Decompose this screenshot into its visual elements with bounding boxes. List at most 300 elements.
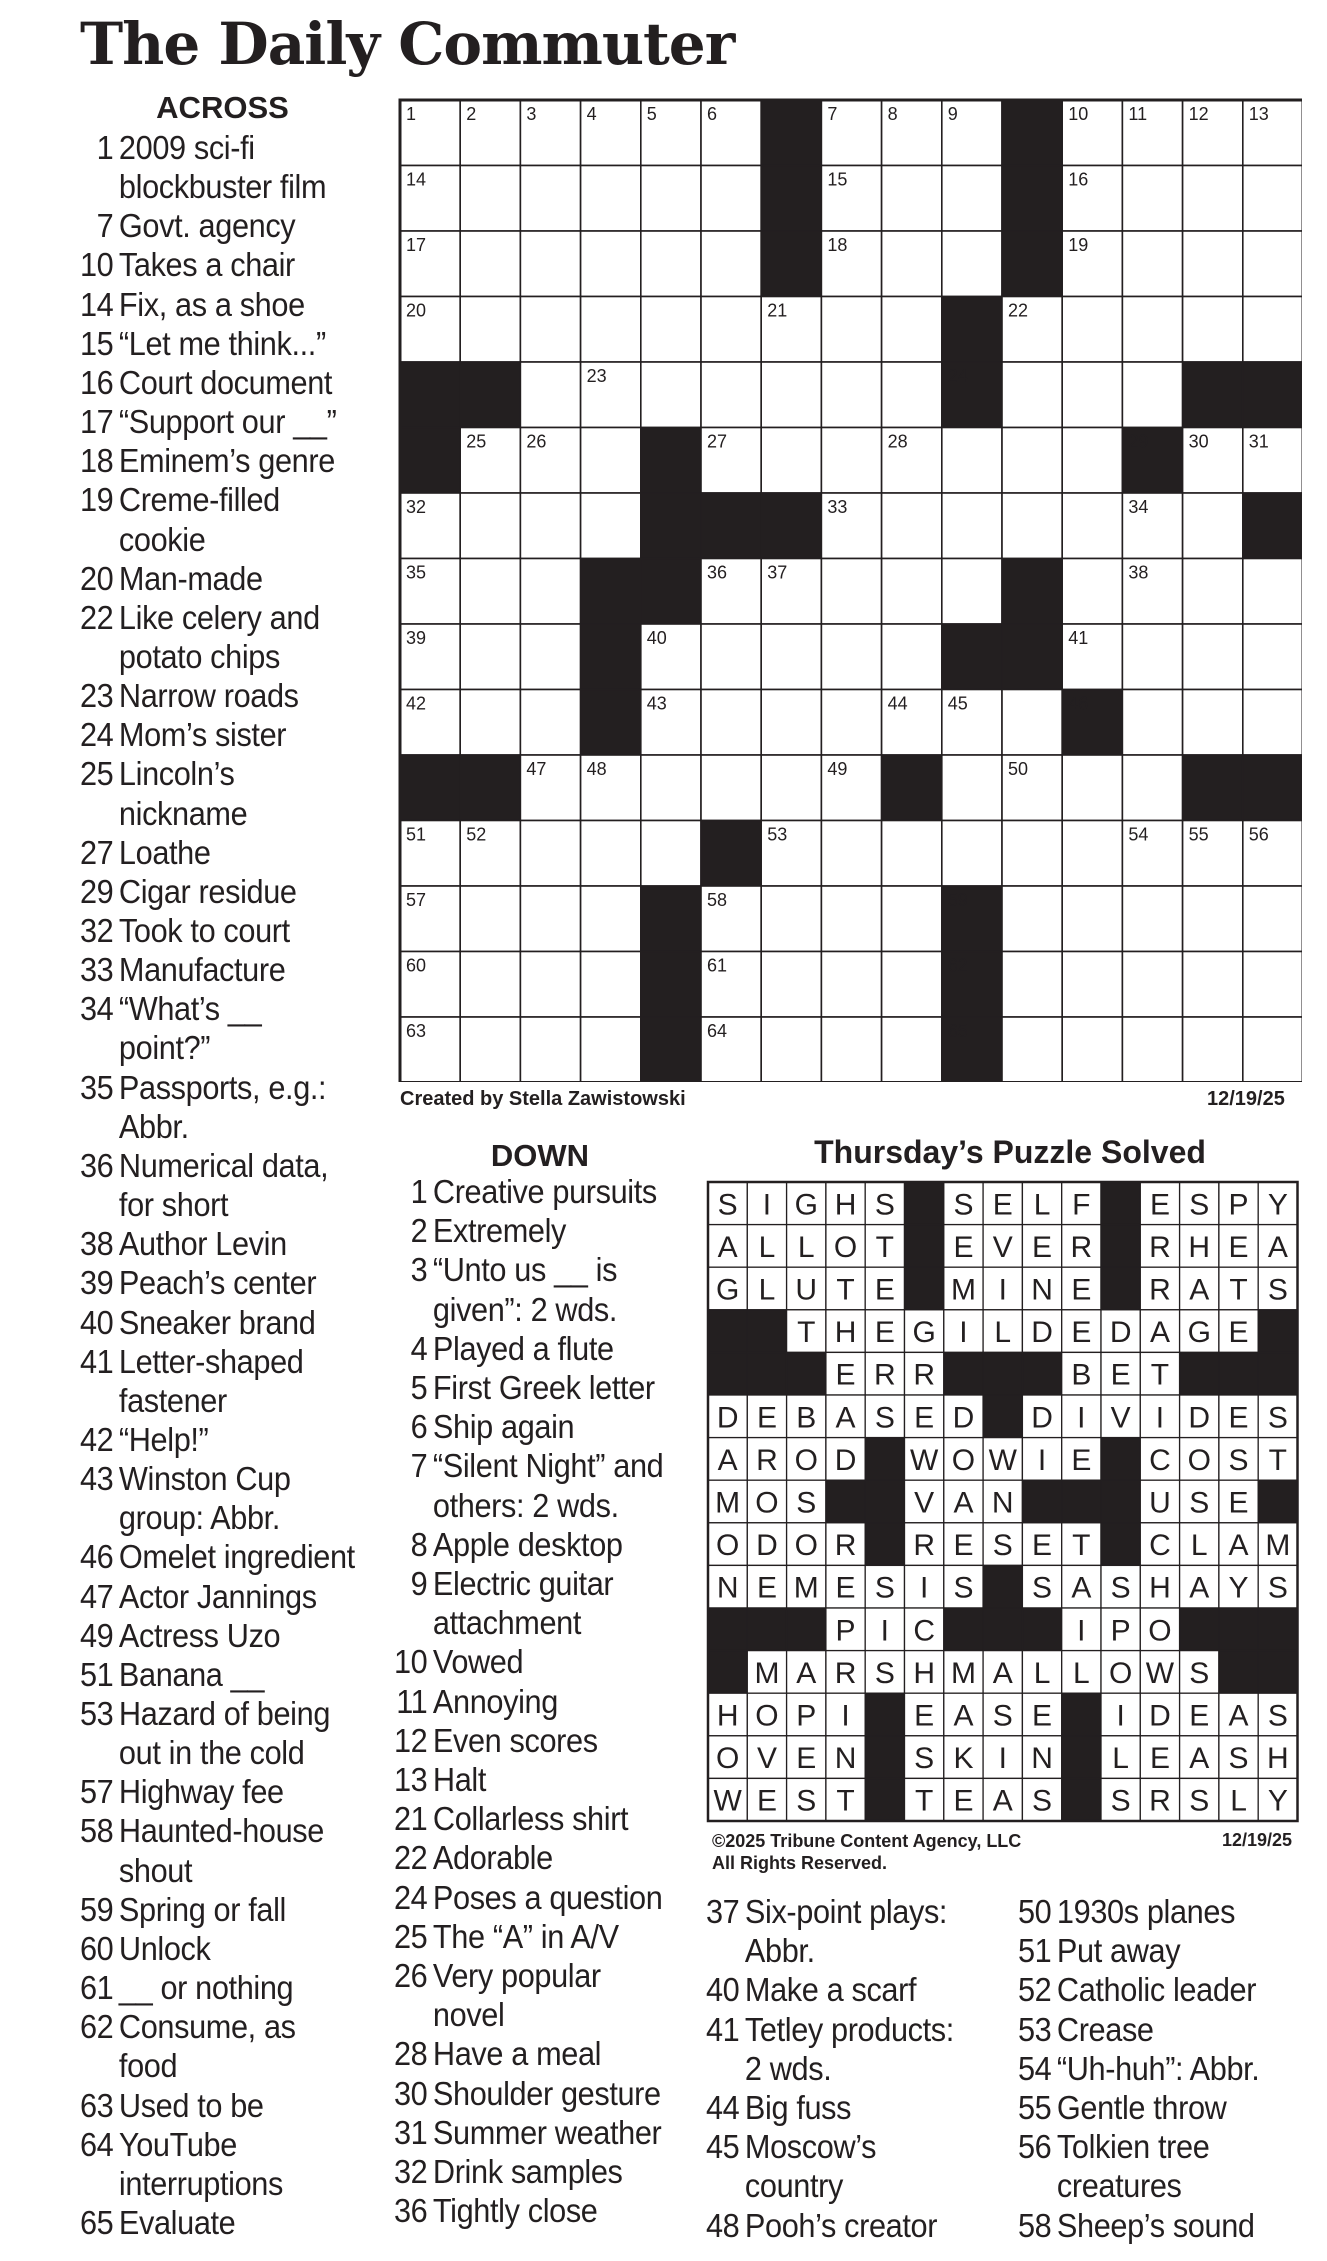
grid-cell[interactable] <box>761 952 821 1018</box>
grid-cell[interactable] <box>1062 1017 1122 1082</box>
grid-cell[interactable] <box>1122 755 1182 821</box>
clue-item[interactable] <box>392 1250 618 1289</box>
grid-cell[interactable] <box>882 821 942 887</box>
clue-number: 42 <box>79 1420 114 1458</box>
clue-number: 41 <box>1068 628 1089 648</box>
grid-cell[interactable] <box>581 166 641 232</box>
clue-number: 56 <box>1248 824 1269 845</box>
black-square <box>865 1523 904 1566</box>
clue-item[interactable] <box>78 1968 294 2007</box>
grid-cell[interactable] <box>1122 1017 1182 1082</box>
grid-cell[interactable] <box>460 231 520 297</box>
solution-letter: S <box>1228 1742 1249 1776</box>
clue-item[interactable] <box>392 1838 553 1877</box>
clue-text: fastener <box>118 1381 227 1419</box>
solution-letter: N <box>991 1486 1014 1520</box>
clue-item[interactable] <box>392 2113 662 2152</box>
grid-cell[interactable] <box>520 297 580 363</box>
grid-cell[interactable] <box>882 493 942 559</box>
clue-number: 11 <box>396 1682 428 1720</box>
solution-letter: R <box>834 1529 857 1563</box>
clue-number: 41 <box>705 2010 740 2048</box>
clue-item[interactable] <box>392 1917 619 1956</box>
grid-cell[interactable] <box>581 493 641 559</box>
clue-item[interactable] <box>78 1342 304 1381</box>
clue-text: The “A” in A/V <box>432 1917 619 1955</box>
grid-cell[interactable] <box>701 755 761 821</box>
black-square <box>708 1352 747 1395</box>
clue-text: attachment <box>432 1604 582 1642</box>
grid-cell[interactable] <box>1243 297 1302 363</box>
grid-cell[interactable] <box>581 886 641 952</box>
clue-number: 18 <box>827 235 848 255</box>
clue-text: Used to be <box>118 2086 264 2124</box>
grid-cell[interactable] <box>882 362 942 428</box>
solution-letter: R <box>1070 1230 1093 1264</box>
clue-item[interactable] <box>392 1956 601 1995</box>
clue-item[interactable] <box>78 754 235 793</box>
grid-cell[interactable] <box>882 1017 942 1082</box>
black-square <box>641 886 701 952</box>
clue-item[interactable] <box>78 598 320 637</box>
grid-cell[interactable] <box>942 559 1002 625</box>
clue-number: 52 <box>1017 1971 1052 2009</box>
grid-cell[interactable] <box>581 952 641 1018</box>
grid-cell[interactable] <box>460 493 520 559</box>
clue-number: 37 <box>705 1893 740 1930</box>
grid-cell[interactable] <box>460 624 520 690</box>
grid-cell[interactable] <box>1062 821 1122 887</box>
black-square <box>1022 1608 1061 1651</box>
solution-letter: I <box>1155 1401 1165 1435</box>
black-square <box>581 559 641 625</box>
clue-item[interactable] <box>78 2086 264 2125</box>
grid-cell[interactable] <box>1183 886 1243 952</box>
grid-cell[interactable] <box>641 821 701 887</box>
clue-item[interactable] <box>392 1446 664 1485</box>
solution-letter: S <box>914 1742 935 1776</box>
solution-letter: E <box>874 1316 895 1350</box>
clue-item[interactable] <box>78 2125 237 2164</box>
clue-item[interactable] <box>78 480 280 519</box>
solution-letter: L <box>1230 1784 1247 1818</box>
clue-item[interactable] <box>1016 2127 1210 2166</box>
grid-cell[interactable] <box>1183 493 1243 559</box>
solution-letter: A <box>717 1230 738 1264</box>
solution-letter: S <box>992 1529 1013 1563</box>
clue-item[interactable] <box>78 1303 316 1342</box>
grid-cell[interactable] <box>942 428 1002 494</box>
clue-item[interactable] <box>78 2007 296 2046</box>
clue-text: Crease <box>1056 2010 1154 2048</box>
across-header: ACROSS <box>156 90 289 125</box>
clue-item[interactable] <box>78 1068 327 1107</box>
clue-item[interactable] <box>392 1642 524 1681</box>
grid-cell[interactable] <box>942 755 1002 821</box>
grid-cell[interactable] <box>1062 952 1122 1018</box>
grid-cell[interactable] <box>701 362 761 428</box>
clue-item[interactable] <box>78 911 290 950</box>
solution-letter: R <box>1149 1273 1171 1307</box>
clue-item[interactable] <box>392 1760 487 1799</box>
grid-cell[interactable] <box>1183 952 1243 1018</box>
clue-item[interactable] <box>78 950 286 989</box>
solution-letter: W <box>713 1784 742 1818</box>
clue-item[interactable] <box>1016 2206 1255 2245</box>
grid-cell[interactable] <box>1183 690 1243 756</box>
grid-cell[interactable] <box>1002 952 1062 1018</box>
clue-text: Tetley products: <box>744 2010 954 2048</box>
grid-cell[interactable] <box>1243 559 1302 625</box>
clue-item[interactable] <box>704 2127 877 2166</box>
clue-item[interactable] <box>1016 1892 1236 1931</box>
grid-cell[interactable] <box>761 362 821 428</box>
clue-item[interactable] <box>392 2034 602 2073</box>
grid-cell[interactable] <box>821 297 881 363</box>
clue-item[interactable] <box>78 1772 284 1811</box>
clue-item[interactable] <box>1016 2010 1154 2049</box>
clue-item[interactable] <box>78 245 295 284</box>
grid-cell[interactable] <box>1243 1017 1302 1082</box>
black-square <box>708 1310 747 1353</box>
solution-letter: E <box>756 1401 777 1435</box>
grid-cell[interactable] <box>821 1017 881 1082</box>
clue-item[interactable] <box>78 285 305 324</box>
clue-item[interactable] <box>78 1537 355 1576</box>
clue-item[interactable] <box>704 2010 954 2049</box>
grid-cell[interactable] <box>641 755 701 821</box>
grid-cell[interactable] <box>1122 886 1182 952</box>
grid-cell[interactable] <box>821 821 881 887</box>
clue-item[interactable] <box>78 1655 265 1694</box>
grid-cell[interactable] <box>761 690 821 756</box>
grid-cell[interactable] <box>761 886 821 952</box>
clue-number: 7 <box>96 207 114 245</box>
clue-item[interactable] <box>392 1211 567 1250</box>
crossword-grid[interactable] <box>398 98 1302 1082</box>
clue-text: Letter-shaped <box>118 1342 304 1380</box>
grid-cell[interactable] <box>821 690 881 756</box>
grid-cell[interactable] <box>460 559 520 625</box>
clue-number: 31 <box>393 2113 428 2151</box>
clue-text: blockbuster film <box>118 168 327 206</box>
clue-item[interactable] <box>78 872 297 911</box>
clue-number: 25 <box>393 1917 428 1955</box>
grid-cell[interactable] <box>581 297 641 363</box>
grid-cell[interactable] <box>520 886 580 952</box>
clue-item[interactable] <box>78 989 262 1028</box>
clue-number: 38 <box>79 1225 114 1263</box>
black-square <box>747 1608 786 1651</box>
grid-cell[interactable] <box>1243 690 1302 756</box>
clue-item[interactable] <box>1016 2049 1260 2088</box>
grid-cell[interactable] <box>761 755 821 821</box>
black-square <box>1243 493 1302 559</box>
grid-cell[interactable] <box>520 624 580 690</box>
clue-item[interactable] <box>392 1564 614 1603</box>
grid-cell[interactable] <box>460 690 520 756</box>
grid-cell[interactable] <box>641 297 701 363</box>
grid-cell[interactable] <box>1002 886 1062 952</box>
grid-cell[interactable] <box>1183 559 1243 625</box>
clue-text: Spring or fall <box>118 1890 287 1928</box>
grid-cell[interactable] <box>1002 821 1062 887</box>
clue-item[interactable] <box>78 833 211 872</box>
clue-number: 13 <box>393 1761 428 1798</box>
grid-cell[interactable] <box>520 821 580 887</box>
clue-item[interactable] <box>78 1694 331 1733</box>
grid-cell[interactable] <box>761 428 821 494</box>
grid-cell[interactable] <box>1062 755 1122 821</box>
clue-item[interactable] <box>78 2203 236 2242</box>
grid-cell[interactable] <box>1183 297 1243 363</box>
grid-cell[interactable] <box>1243 952 1302 1018</box>
black-square <box>1183 755 1243 821</box>
grid-cell[interactable] <box>1243 166 1302 232</box>
clue-item[interactable] <box>78 441 335 480</box>
grid-cell[interactable] <box>1122 952 1182 1018</box>
solution-letter: E <box>835 1358 856 1392</box>
grid-cell[interactable] <box>882 952 942 1018</box>
clue-item[interactable] <box>78 1420 209 1459</box>
clue-item[interactable] <box>392 1878 663 1917</box>
clue-item[interactable] <box>78 676 299 715</box>
solution-letter: R <box>913 1529 935 1563</box>
clue-item[interactable] <box>392 2152 623 2191</box>
solution-letter: E <box>1032 1230 1053 1264</box>
clue-item[interactable] <box>78 1811 324 1850</box>
solution-letter: E <box>914 1401 935 1435</box>
grid-cell[interactable] <box>1122 362 1182 428</box>
clue-text: Make a scarf <box>744 1971 917 2009</box>
clue-number: 49 <box>827 759 848 779</box>
solution-letter: A <box>1189 1571 1210 1605</box>
clue-text: Consume, as <box>118 2008 296 2046</box>
grid-cell[interactable] <box>1002 493 1062 559</box>
clue-item[interactable] <box>392 1329 614 1368</box>
clue-number: 1 <box>96 129 114 166</box>
solution-letter: L <box>797 1230 815 1264</box>
black-square <box>882 755 942 821</box>
solution-letter: S <box>874 1188 895 1222</box>
clue-item[interactable] <box>392 1368 655 1407</box>
solution-letter: O <box>794 1443 818 1477</box>
grid-cell[interactable] <box>882 624 942 690</box>
black-square <box>641 1017 701 1082</box>
grid-cell[interactable] <box>581 1017 641 1082</box>
clue-text: 2 wds. <box>744 2049 832 2087</box>
clue-item[interactable] <box>392 2191 598 2230</box>
grid-cell[interactable] <box>1062 428 1122 494</box>
grid-cell[interactable] <box>882 231 942 297</box>
grid-cell[interactable] <box>701 624 761 690</box>
grid-cell[interactable] <box>701 231 761 297</box>
clue-item[interactable] <box>392 1407 575 1446</box>
grid-cell[interactable] <box>1243 231 1302 297</box>
grid-cell[interactable] <box>1062 493 1122 559</box>
clue-number: 1 <box>406 104 417 124</box>
clue-item[interactable] <box>78 1224 287 1263</box>
clue-item[interactable] <box>78 324 326 363</box>
grid-cell[interactable] <box>761 624 821 690</box>
clue-number: 35 <box>406 562 427 583</box>
grid-cell[interactable] <box>942 231 1002 297</box>
grid-cell[interactable] <box>460 952 520 1018</box>
grid-cell[interactable] <box>1243 886 1302 952</box>
clue-number: 14 <box>79 285 114 323</box>
clue-number: 61 <box>707 955 728 976</box>
grid-cell[interactable] <box>1002 1017 1062 1082</box>
grid-cell[interactable] <box>641 166 701 232</box>
grid-cell[interactable] <box>1002 428 1062 494</box>
clue-item[interactable] <box>392 1799 629 1838</box>
clue-text: out in the cold <box>118 1734 305 1772</box>
grid-cell[interactable] <box>520 1017 580 1082</box>
clue-number: 43 <box>646 693 667 714</box>
solution-letter: L <box>1033 1656 1051 1690</box>
solution-letter: M <box>715 1486 741 1520</box>
grid-cell[interactable] <box>1122 690 1182 756</box>
clue-item[interactable] <box>78 1616 281 1655</box>
grid-cell[interactable] <box>701 297 761 363</box>
clue-item[interactable] <box>78 715 287 754</box>
grid-cell[interactable] <box>882 297 942 363</box>
grid-cell[interactable] <box>581 231 641 297</box>
clue-item[interactable] <box>78 128 255 167</box>
grid-cell[interactable] <box>1183 166 1243 232</box>
solution-letter: H <box>834 1188 857 1222</box>
clue-item[interactable] <box>78 363 333 402</box>
grid-cell[interactable] <box>520 690 580 756</box>
grid-cell[interactable] <box>641 231 701 297</box>
clue-text: “Silent Night” and <box>432 1447 664 1485</box>
grid-cell[interactable] <box>1122 624 1182 690</box>
grid-cell[interactable] <box>882 886 942 952</box>
grid-cell[interactable] <box>520 231 580 297</box>
grid-cell[interactable] <box>520 952 580 1018</box>
clue-text: potato chips <box>118 637 280 675</box>
solution-letter: A <box>953 1486 974 1520</box>
clue-number: 26 <box>393 1957 428 1994</box>
clue-item[interactable] <box>392 1172 657 1211</box>
clue-item[interactable] <box>704 1970 917 2009</box>
clue-number: 40 <box>646 628 667 648</box>
clue-item[interactable] <box>78 1577 317 1616</box>
grid-cell[interactable] <box>1122 297 1182 363</box>
grid-cell[interactable] <box>581 821 641 887</box>
grid-cell[interactable] <box>641 362 701 428</box>
grid-cell[interactable] <box>942 493 1002 559</box>
clue-item[interactable] <box>704 2206 938 2245</box>
clue-item[interactable] <box>78 402 337 441</box>
grid-cell[interactable] <box>1183 231 1243 297</box>
grid-cell[interactable] <box>761 1017 821 1082</box>
grid-cell[interactable] <box>520 493 580 559</box>
clue-item[interactable] <box>392 1682 558 1721</box>
clue-number: 28 <box>887 431 908 452</box>
clue-number: 12 <box>393 1721 428 1759</box>
solution-letter: G <box>794 1188 818 1222</box>
solution-letter: D <box>834 1443 857 1477</box>
clue-item[interactable] <box>78 1459 291 1498</box>
clue-text: Halt <box>432 1761 487 1798</box>
clue-number: 14 <box>406 169 427 190</box>
solution-letter: A <box>1189 1742 1210 1776</box>
clue-text: Man-made <box>118 559 263 597</box>
clue-item[interactable] <box>704 2088 852 2127</box>
clue-item[interactable] <box>78 1263 317 1302</box>
grid-cell[interactable] <box>821 428 881 494</box>
grid-cell[interactable] <box>460 1017 520 1082</box>
clue-item[interactable] <box>392 2074 661 2113</box>
grid-cell[interactable] <box>520 559 580 625</box>
clue-item[interactable] <box>392 1721 598 1760</box>
grid-cell[interactable] <box>1002 690 1062 756</box>
clue-item[interactable] <box>78 206 296 245</box>
grid-cell[interactable] <box>1062 362 1122 428</box>
clue-item[interactable] <box>78 559 263 598</box>
grid-cell[interactable] <box>1122 231 1182 297</box>
clue-item[interactable] <box>704 1892 948 1931</box>
black-square <box>1062 1778 1101 1821</box>
grid-cell[interactable] <box>1183 1017 1243 1082</box>
grid-cell[interactable] <box>520 166 580 232</box>
solution-letter: S <box>1032 1784 1053 1818</box>
grid-cell[interactable] <box>460 166 520 232</box>
solution-letter: O <box>833 1230 858 1264</box>
grid-cell[interactable] <box>1062 559 1122 625</box>
grid-cell[interactable] <box>1243 624 1302 690</box>
grid-cell[interactable] <box>821 952 881 1018</box>
grid-cell[interactable] <box>520 362 580 428</box>
grid-cell[interactable] <box>701 690 761 756</box>
clue-text: Takes a chair <box>118 246 295 284</box>
grid-cell[interactable] <box>460 297 520 363</box>
grid-cell[interactable] <box>1002 362 1062 428</box>
grid-cell[interactable] <box>882 166 942 232</box>
grid-cell[interactable] <box>821 362 881 428</box>
grid-cell[interactable] <box>882 559 942 625</box>
clue-text: for short <box>118 1186 229 1224</box>
grid-cell[interactable] <box>821 559 881 625</box>
clue-item[interactable] <box>1016 1931 1181 1970</box>
clue-item[interactable] <box>78 1890 287 1929</box>
grid-cell[interactable] <box>1183 624 1243 690</box>
clue-item[interactable] <box>392 1525 623 1564</box>
clue-text: Took to court <box>118 912 290 949</box>
solution-letter: Y <box>1228 1571 1249 1605</box>
clue-item[interactable] <box>78 1929 211 1968</box>
clue-item[interactable] <box>1016 1970 1257 2009</box>
grid-cell[interactable] <box>581 428 641 494</box>
grid-cell[interactable] <box>701 166 761 232</box>
grid-cell[interactable] <box>821 624 881 690</box>
clue-item[interactable] <box>1016 2088 1227 2127</box>
grid-cell[interactable] <box>1062 886 1122 952</box>
clue-text: Omelet ingredient <box>118 1538 355 1576</box>
grid-cell[interactable] <box>1122 166 1182 232</box>
solution-letter: O <box>794 1529 818 1563</box>
grid-cell[interactable] <box>821 886 881 952</box>
clue-item[interactable] <box>78 1146 329 1185</box>
grid-cell[interactable] <box>942 821 1002 887</box>
grid-cell[interactable] <box>1062 297 1122 363</box>
solution-letter: S <box>1228 1443 1249 1477</box>
grid-cell[interactable] <box>942 166 1002 232</box>
grid-cell[interactable] <box>460 886 520 952</box>
solution-letter: Y <box>1267 1188 1288 1222</box>
clue-text: Cigar residue <box>118 872 297 910</box>
